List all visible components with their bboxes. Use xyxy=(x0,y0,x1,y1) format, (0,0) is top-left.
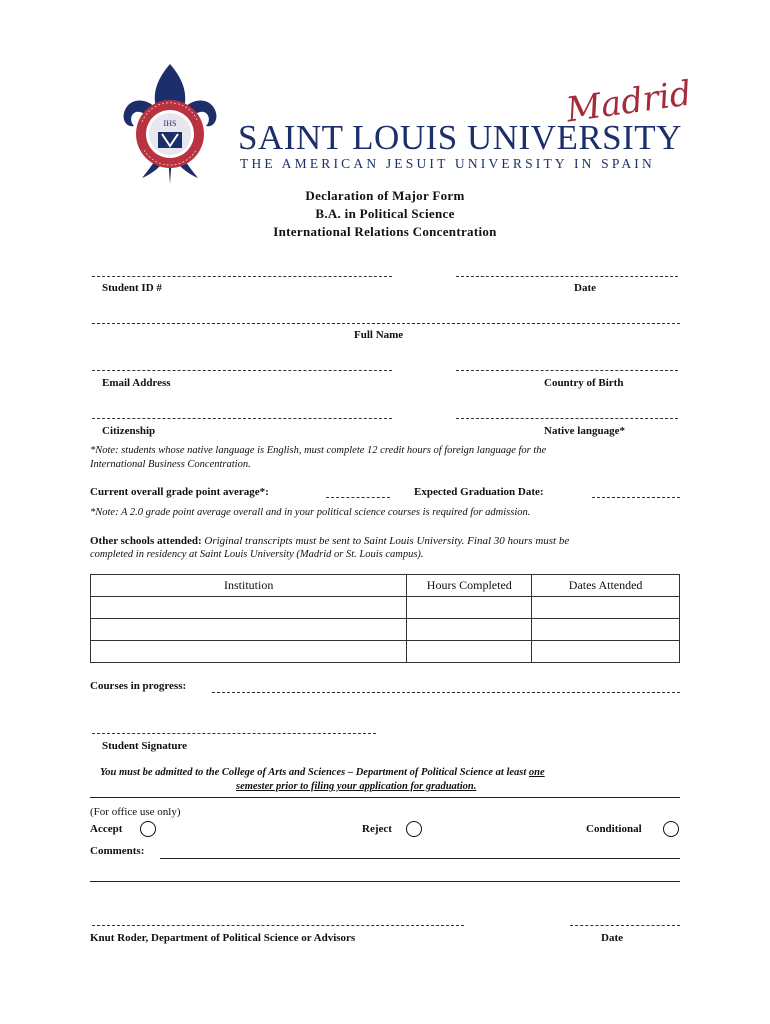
admission-requirement-line2: semester prior to filing your application for graduation. xyxy=(236,781,477,792)
courses-in-progress-label: Courses in progress: xyxy=(90,680,187,692)
table-header-row xyxy=(91,575,680,597)
office-section-divider xyxy=(90,797,680,798)
other-schools-label: Other schools attended: xyxy=(90,535,202,547)
advisor-signature-label: Knut Roder, Department of Political Science or Advisors xyxy=(90,932,356,944)
date-label: Date xyxy=(574,282,596,294)
full-name-field[interactable] xyxy=(92,323,680,324)
campus-script-logo: Madrid xyxy=(563,73,694,131)
table-row xyxy=(91,619,680,641)
accept-radio[interactable] xyxy=(140,821,156,837)
advisor-date-field[interactable] xyxy=(570,925,680,926)
student-id-label: Student ID # xyxy=(102,282,162,294)
graduation-date-field[interactable] xyxy=(592,497,680,498)
admission-requirement-line1 xyxy=(100,767,545,778)
institution-header: Institution xyxy=(91,575,407,597)
graduation-date-label: Expected Graduation Date: xyxy=(414,486,544,498)
office-use-heading: (For office use only) xyxy=(90,806,181,818)
comments-field[interactable] xyxy=(160,858,680,859)
crest-monogram: IHS xyxy=(163,119,177,128)
hours-completed-cell[interactable] xyxy=(407,619,532,641)
gpa-note: *Note: A 2.0 grade point average overall and in your political science courses is required for admission. xyxy=(90,507,531,518)
institution-cell[interactable] xyxy=(91,641,407,663)
concentration-title: International Relations Concentration xyxy=(273,224,497,239)
hours-completed-header: Hours Completed xyxy=(407,575,532,597)
comments-field-line2[interactable] xyxy=(90,881,680,882)
email-label: Email Address xyxy=(102,377,171,389)
dates-attended-cell[interactable] xyxy=(532,597,680,619)
gpa-field[interactable] xyxy=(326,497,390,498)
student-signature-label: Student Signature xyxy=(102,740,188,752)
citizenship-label: Citizenship xyxy=(102,425,156,437)
native-language-label: Native language* xyxy=(544,425,625,437)
native-language-note-line1: *Note: students whose native language is English, must complete 12 credit hours of foreign language for the xyxy=(90,445,547,456)
country-of-birth-label: Country of Birth xyxy=(544,377,624,389)
admission-requirement-underlined: one xyxy=(528,767,545,778)
other-schools-line2: completed in residency at Saint Louis University (Madrid or St. Louis campus). xyxy=(90,549,424,560)
form-title: Declaration of Major Form xyxy=(305,188,465,203)
conditional-label: Conditional xyxy=(586,823,642,835)
institution-cell[interactable] xyxy=(91,597,407,619)
comments-label: Comments: xyxy=(90,845,145,857)
dates-attended-header: Dates Attended xyxy=(532,575,680,597)
dates-attended-cell[interactable] xyxy=(532,641,680,663)
university-subtitle: THE AMERICAN JESUIT UNIVERSITY IN SPAIN xyxy=(240,156,655,171)
advisor-date-label: Date xyxy=(601,932,623,944)
full-name-label: Full Name xyxy=(354,329,404,341)
other-schools-line1 xyxy=(90,535,569,547)
email-field[interactable] xyxy=(92,370,392,371)
degree-title: B.A. in Political Science xyxy=(315,206,455,221)
other-schools-note: Original transcripts must be sent to Saint Louis University. Final 30 hours must be xyxy=(201,535,570,547)
reject-label: Reject xyxy=(362,823,392,835)
university-name: SAINT LOUIS UNIVERSITY xyxy=(238,118,682,157)
reject-radio[interactable] xyxy=(406,821,422,837)
courses-in-progress-field[interactable] xyxy=(212,692,680,693)
country-of-birth-field[interactable] xyxy=(456,370,678,371)
date-field[interactable] xyxy=(456,276,678,277)
institution-cell[interactable] xyxy=(91,619,407,641)
citizenship-field[interactable] xyxy=(92,418,392,419)
table-row xyxy=(91,597,680,619)
university-crest-logo xyxy=(118,62,222,186)
schools-table xyxy=(90,574,680,663)
native-language-field[interactable] xyxy=(456,418,678,419)
table-row xyxy=(91,641,680,663)
accept-label: Accept xyxy=(90,823,123,835)
native-language-note-line2: International Business Concentration. xyxy=(90,459,251,470)
student-id-field[interactable] xyxy=(92,276,392,277)
dates-attended-cell[interactable] xyxy=(532,619,680,641)
hours-completed-cell[interactable] xyxy=(407,641,532,663)
hours-completed-cell[interactable] xyxy=(407,597,532,619)
admission-requirement-text: You must be admitted to the College of Arts and Sciences – Department of Political Science at least xyxy=(100,767,529,778)
conditional-radio[interactable] xyxy=(663,821,679,837)
advisor-signature-field[interactable] xyxy=(92,925,464,926)
gpa-label: Current overall grade point average*: xyxy=(90,486,269,498)
student-signature-field[interactable] xyxy=(92,733,376,734)
